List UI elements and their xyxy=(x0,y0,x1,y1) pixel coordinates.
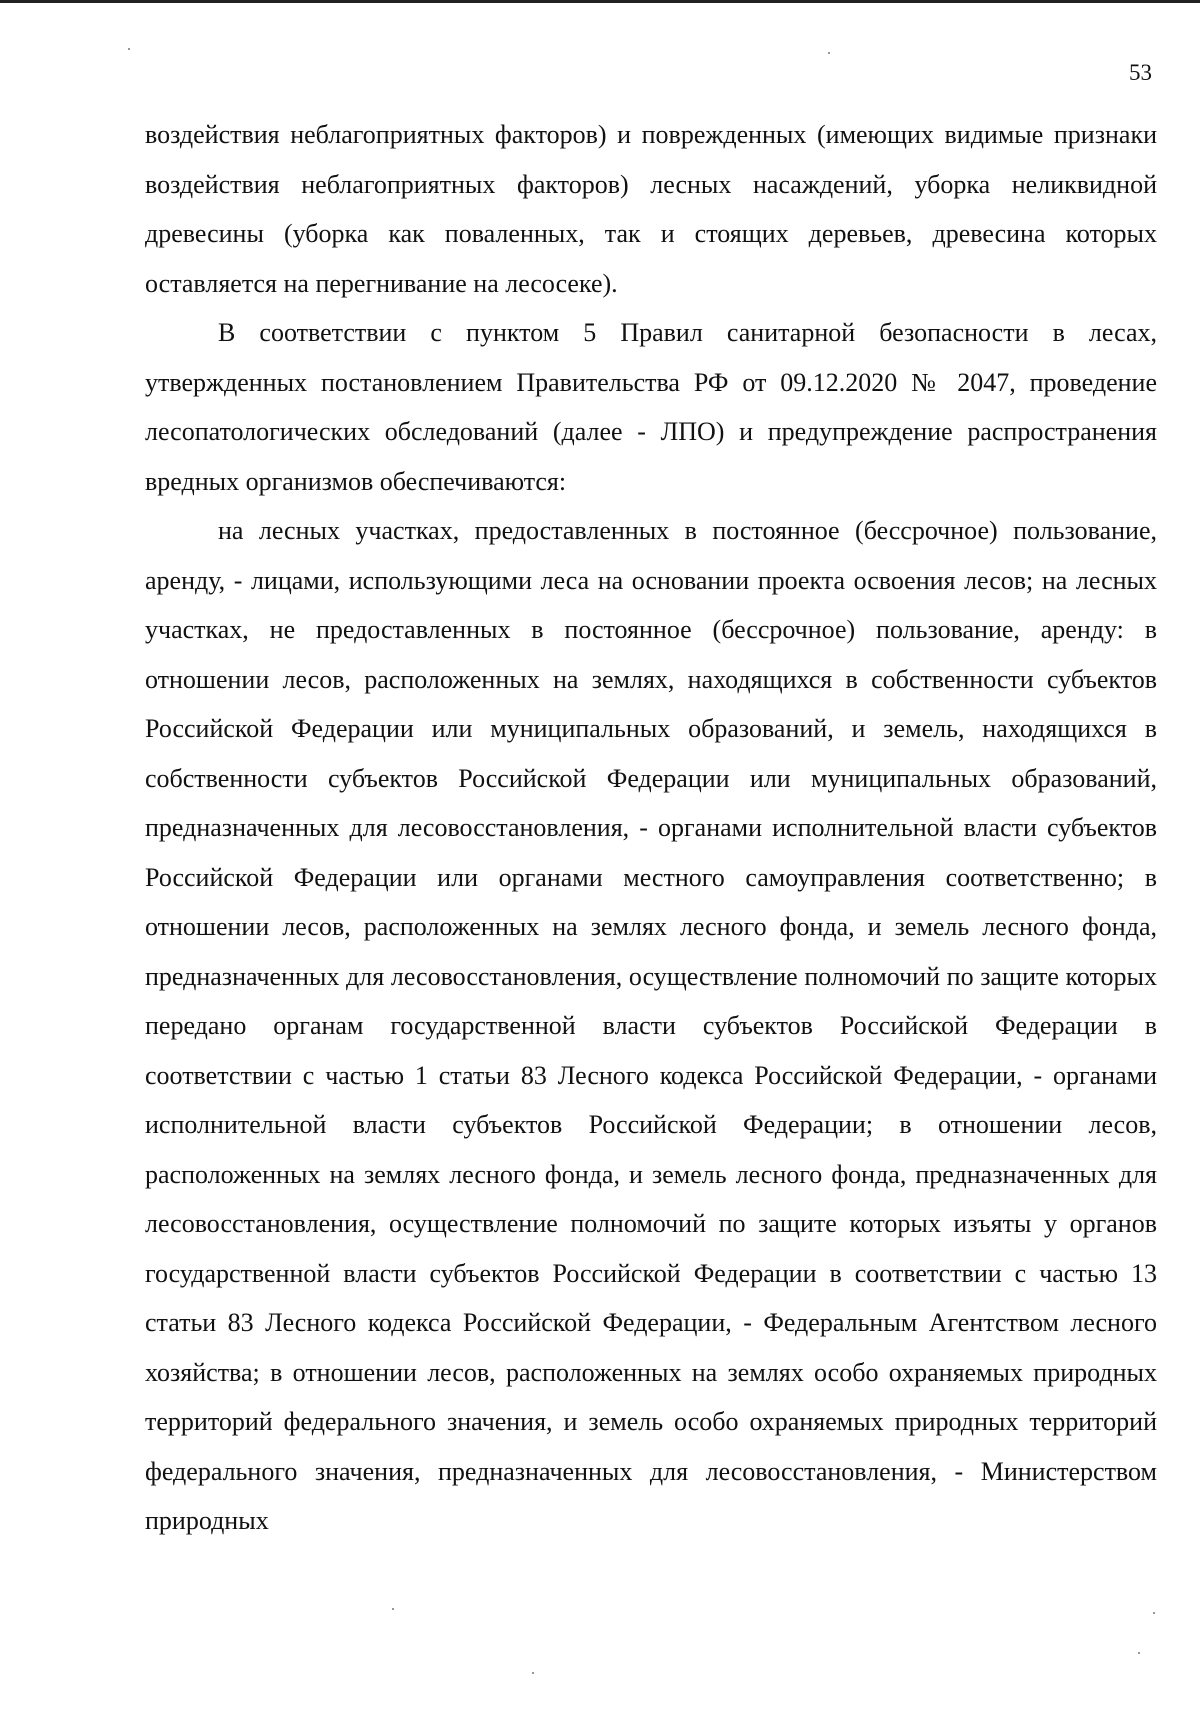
paragraph-responsible-bodies: на лесных участках, предоставленных в постоянное (бессрочное) пользование, аренду, - лицами, использующими леса на основании проекта освоения лесов; на лесных участках, не предоставленных в постоянное (бессрочное) пользование, аренду: в отношении лесов, расположенных на землях, находящихся в собственности субъектов Российской Федерации или муниципальных образований, и земель, находящихся в собственности субъектов Российской Федерации или муниципальных образований, предназначенных для лесовосстановления, - органами исполнительной власти субъектов Российской Федерации или органами местного самоуправления соответственно; в отношении лесов, расположенных на землях лесного фонда, и земель лесного фонда, предназначенных для лесовосстановления, осуществление полномочий по защите которых передано органам государственной власти субъектов Российской Федерации в соответствии с частью 1 статьи 83 Лесного кодекса Российской Федерации, - органами исполнительной власти субъектов Российской Федерации; в отношении лесов, расположенных на землях лесного фонда, и земель лесного фонда, предназначенных для лесовосстановления, осуществление полномочий по защите которых изъяты у органов государственной власти субъектов Российской Федерации в соответствии с частью 13 статьи 83 Лесного кодекса Российской Федерации, - Федеральным Агентством лесного хозяйства; в отношении лесов, расположенных на землях особо охраняемых природных территорий федерального значения, и земель особо охраняемых природных территорий федерального значения, предназначенных для лесовосстановления, - Министерством природных xyxy=(145,516,1157,1535)
document-body xyxy=(145,110,1157,1546)
scan-speck xyxy=(828,52,830,54)
scan-top-edge xyxy=(0,0,1200,3)
scan-speck xyxy=(128,48,130,50)
scan-speck xyxy=(1138,1652,1140,1654)
page-number: 53 xyxy=(1129,60,1152,85)
scan-speck xyxy=(532,1672,534,1674)
scan-speck xyxy=(392,1608,394,1610)
scan-speck xyxy=(1153,1612,1155,1614)
paragraph-rules-reference: В соответствии с пунктом 5 Правил санитарной безопасности в лесах, утвержденных постановлением Правительства РФ от 09.12.2020 № 2047, проведение лесопатологических обследований (далее - ЛПО) и предупреждение распространения вредных организмов обеспечиваются: xyxy=(145,318,1157,496)
paragraph-continuation: воздействия неблагоприятных факторов) и поврежденных (имеющих видимые признаки воздействия неблагоприятных факторов) лесных насаждений, уборка неликвидной древесины (уборка как поваленных, так и стоящих деревьев, древесина которых оставляется на перегнивание на лесосеке). xyxy=(145,120,1157,298)
